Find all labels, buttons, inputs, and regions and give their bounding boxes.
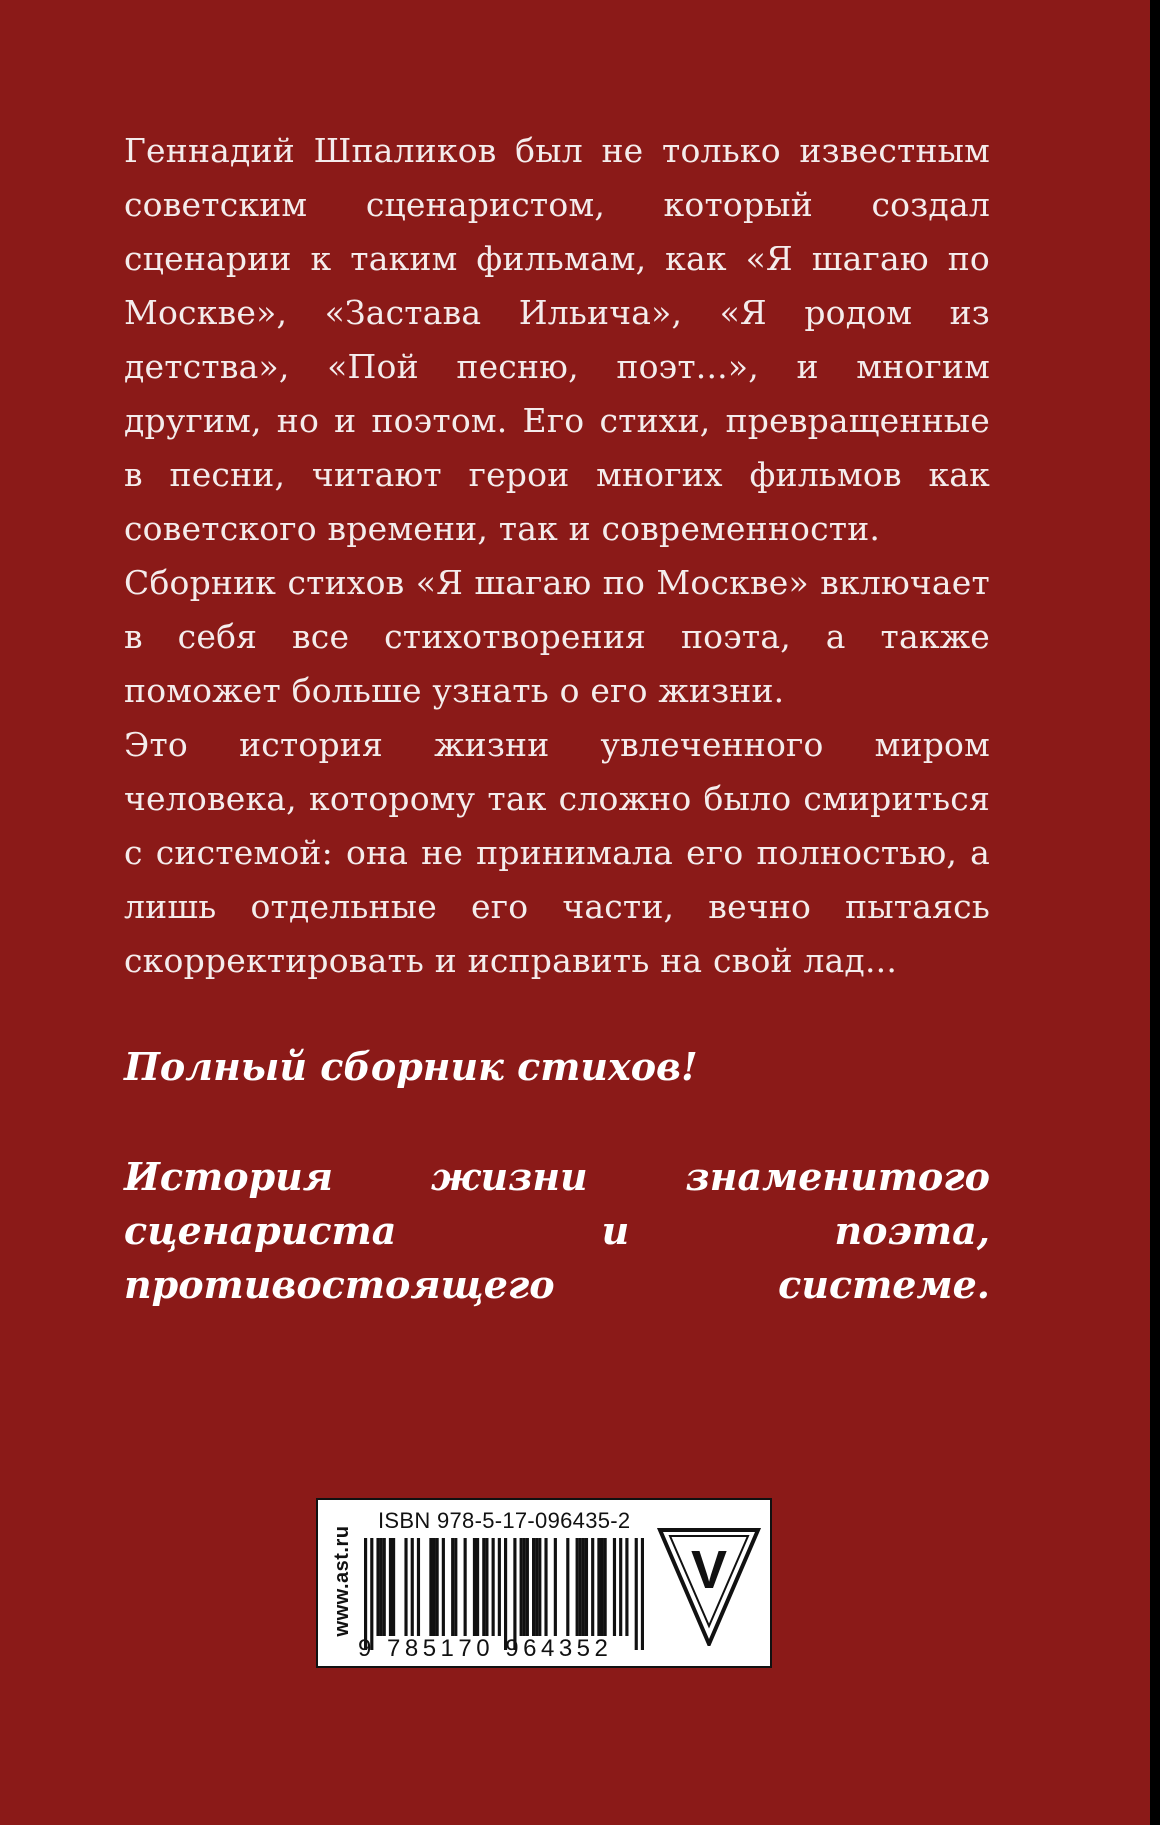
barcode-bar (585, 1538, 588, 1636)
barcode-bar (641, 1538, 644, 1650)
barcode-bar (625, 1538, 628, 1636)
blurb-paragraph-3: Это история жизни увлеченного миром человека, которому так сложно было смириться с системой: она не принимала его полностью, а лишь отдельные его части, вечно пытаясь скорректировать и исправить на свой лад... (124, 725, 990, 980)
barcode-bar (411, 1538, 414, 1636)
blurb-paragraph-1: Геннадий Шпаликов был не только известным советским сценаристом, который создал сценарии к таким фильмам, как «Я шагаю по Москве», «Застава Ильича», «Я родом из детства», «Пой песню, поэт...», и многим другим, но и поэтом. Его стихи, превращенные в песни, читают герои многих фильмов как советского времени, так и современности. (124, 131, 990, 548)
barcode-bars (364, 1538, 644, 1650)
barcode-bar (436, 1538, 439, 1636)
barcode-bar (392, 1538, 395, 1636)
barcode-bar (482, 1538, 485, 1636)
barcode-bar (492, 1538, 495, 1636)
logo-letter: V (690, 1540, 728, 1600)
barcode-bar (513, 1538, 516, 1650)
blurb-paragraph-2: Сборник стихов «Я шагаю по Москве» включает в себя все стихотворения поэта, а также поможет больше узнать о его жизни. (124, 563, 990, 710)
barcode-bar (451, 1538, 454, 1636)
barcode-bar (370, 1538, 373, 1650)
tagline-collection: Полный сборник стихов! (124, 1044, 698, 1089)
barcode-bar (476, 1538, 479, 1636)
barcode-label (316, 1498, 772, 1668)
right-edge-strip (1150, 0, 1160, 1825)
barcode-bar (432, 1538, 435, 1636)
barcode-bar (532, 1538, 535, 1636)
barcode-bar (613, 1538, 616, 1636)
barcode-bar (582, 1538, 585, 1636)
barcode-bar (454, 1538, 457, 1636)
barcode-bar (523, 1538, 526, 1636)
barcode-bar (498, 1538, 501, 1636)
barcode-bar (604, 1538, 607, 1636)
barcode-bar (380, 1538, 383, 1636)
barcode-bar (538, 1538, 541, 1636)
barcode-bar (526, 1538, 529, 1636)
barcode-digits: 9 785170 964352 (358, 1635, 613, 1662)
barcode-bar (635, 1538, 638, 1650)
barcode-bar (566, 1538, 569, 1636)
triangle-v-logo-icon (656, 1526, 762, 1646)
barcode-bar (576, 1538, 579, 1636)
tagline-life-story: История жизни знаменитого сценариста и поэта, противостоящего системе. (124, 1154, 990, 1307)
barcode-bar (364, 1538, 367, 1650)
barcode-bar (389, 1538, 392, 1636)
barcode-bar (473, 1538, 476, 1636)
barcode-bar (520, 1538, 523, 1636)
barcode-bar (504, 1538, 507, 1650)
barcode-bar (597, 1538, 600, 1636)
barcode-bar (442, 1538, 445, 1636)
barcode-bar (404, 1538, 407, 1636)
barcode-bar (464, 1538, 467, 1636)
barcode-bar (485, 1538, 488, 1636)
barcode-bar (554, 1538, 557, 1636)
barcode-bar (619, 1538, 622, 1636)
barcode-bar (417, 1538, 420, 1636)
barcode-bar (429, 1538, 432, 1636)
publisher-website: www.ast.ru (331, 1525, 353, 1637)
barcode-bar (535, 1538, 538, 1636)
barcode-bar (591, 1538, 594, 1636)
barcode-bar (544, 1538, 547, 1636)
isbn-text: ISBN 978-5-17-096435-2 (378, 1508, 631, 1533)
barcode-bar (383, 1538, 386, 1636)
barcode-bar (376, 1538, 379, 1636)
barcode-bar (579, 1538, 582, 1636)
barcode-bar (600, 1538, 603, 1636)
blurb-text (124, 124, 990, 988)
